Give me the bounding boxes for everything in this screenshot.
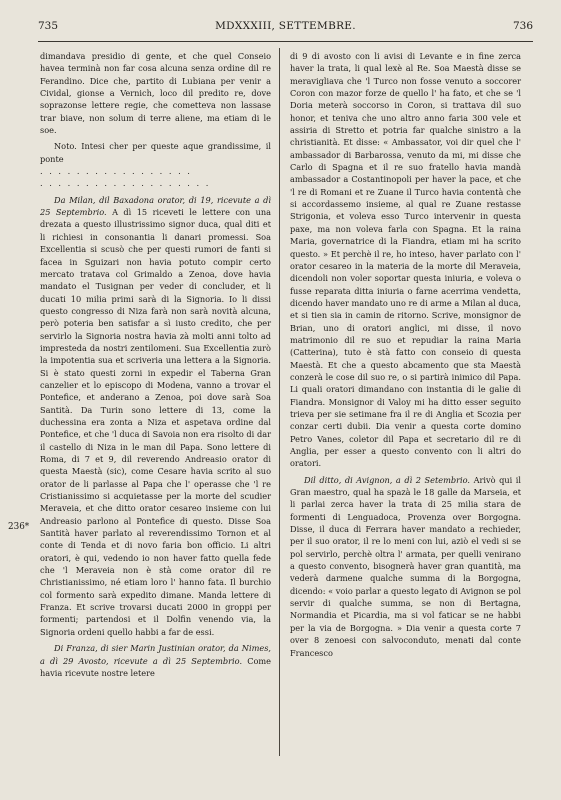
right-column: [290, 50, 521, 659]
column-divider: [279, 48, 280, 756]
letter-entry-milan: [40, 194, 271, 638]
entry-body: A dì 15 riceveti le lettere con una drezata a questo illustrissimo signor duca, qual diti et li richiesi in consonantia li danari promessi. Soa Excellentia si scusò che per questi rumori de fanti si facea in Sguizari non havia potuto compir certo mercato tratava col Grimaldo a Zenoa, dove havia mandato el Tusignan per veder di concluder, et li ducati 10 milia primi sarà di la Signoria. Io li dissi questo congresso di Niza farà non sarà novità alcuna, però poteria ben satisfar a sì iusto credito, che per servirlo la Signoria nostra havia zà molti anni tolto ad impresteda da nostri zentilomeni. Sua Excellentia zurò la impotentia sua et scriveria una lettera a la Signoria. Si è stato questi zorni in expedir el Taberna Gran canzelier et lo episcopo di Modena, vanno a trovar el Pontefice, et anderano a Zenoa, poi dove sarà Soa Santità. Da Turin sono lettere di 13, come la duchessina era zonta a Niza et aspetava ordine dal Pontefice, et che 'l duca di Savoia non era risolto di dar il castello di Niza in le man dil Papa. Sono lettere di Roma, di 7 et 9, dil reverendo Andreasio orator di questa Maestà (sic), come Cesare havia scrito al suo orator de li parlasse al Papa che l' operasse che 'l re Cristianissimo si acquietasse per la morte del scudier Meraveia, et che ditto orator cesareo insieme con lui Andreasio parlono al Pontefice di questo. Disse Soa Santità haver parlato al reverendissimo Tornon et al conte di Tenda et di novo faria bon officio. Li altri oratori, è qui, vedendo io non haver fatto quella fede che 'l Meraveia non è stà come orator dil re Christianissimo, né etiam loro l' hanno fata. Il burchio col formento sarà expedito dimane. Manda lettere di Franza. Et scrive trovarsi ducati 2000 in groppi per formenti; partendosi et il Dolfin venendo via, la Signoria ordeni quello habbi a far de essi.: [40, 207, 272, 637]
entry-body: Arivò qui il Gran maestro, qual ha spazà le 18 galle da Marseia, et li parlai zerca haver la trata di 25 milia stara de formenti di Lenguadoca, Provenza over Borgogna. Disse, il duca di Ferrara haver mandato a rechieder, per il suo orator, il re lo meni con lui, aziò el vedi si se pol servirlo, perchè oltra l' armata, per quelli venirano a questo convento, bisognerà haver gran quantità, ma vederà darmene qualche summa di la Borgogna, dicendo: « voio parlar a questo legato di Avignon se pol servir di qualche summa, se non di Bertagna, Normandia et Picardia, ma si vol faticar se ne habbi per la via de Borgogna. » Dia venir a questa corte 7 over 8 zenoesi con salvoconduto, menati dal conte Francesco: [290, 474, 522, 658]
letter-entry-franza: [40, 642, 271, 679]
running-header: [38, 20, 533, 38]
paragraph: di 9 di avosto con li avisi di Levante e in fine zerca haver la trata, li qual lexè al Re. Soa Maestà disse se meravigliava che 'l Turco non fosse venuto a soccorer Coron con mazor forze de quello l' ha fato, et che se 'l Doria meterà soccorso in Coron, si trattava dil suo honor, et teniva che uno altro anno faria 300 vele et assiria di Stretto et potria far qualche sinistro a la christianità. Et disse: « Ambassator, voi dir quel che l' ambassador di Barbarossa, venuto da mi, mi disse che Carlo di Spagna et il re suo fratello havia mandà ambassador a Costantinopoli per haver la pace, et che 'l re di Romani et re Zuane il Turco havia contentà che si accordassemo insieme, al qual re Zuane restasse Strigonia, et voleva esso Turco intervenir in questa paxe, ma non voleva farla con Spagna. Et la raina Maria, governatrice di la Fiandra, etiam mi ha scrito questo. » Et perchè il re, ho inteso, haver parlato con l' orator cesareo in la materia de la morte dil Meraveia, dicendoli non voler soportar questa iniuria, e voleva o fusse reparata ditta iniuria o farne acerrima vendetta, dicendo haver mandato uno re di arme a Milan al duca, et si tien sia in camin de ritorno. Scrive, monsignor de Brian, uno di oratori anglici, mi disse, il novo matrimonio dil re suo et repudiar la raina Maria (Catterina), tuto è stà fatto con conseio di questa Maestà. Et che a questo abcamento que sta Maestà conzerà le cose dil suo re, o si partirà inimico dil Papa. Li quali oratori dimandano con instantia di le galie di Fiandra. Monsignor di Valoy mi ha ditto esser seguito trieva per sie setimane fra il re di Anglia et Scozia per conzar certi dubii. Dia venir a questa corte domino Petro Vanes, coletor dil Papa et secretario dil re di Anglia, per esser a questo convento con li altri do oratori.: [290, 51, 521, 469]
paragraph-noto: Noto. Intesi cher per queste aque grandissime, il ponte: [40, 141, 271, 164]
margin-page-marker: 236*: [8, 522, 30, 532]
entry-heading: Da Milan, dil Baxadona orator, di 19, ricevute a dì 25 Septembrio.: [40, 194, 271, 218]
page-number-left: 735: [38, 20, 59, 32]
running-title: MDXXXIII, SETTEMBRE.: [215, 20, 356, 32]
left-column: [40, 50, 271, 679]
header-rule: [38, 41, 533, 42]
page-number-right: 736: [512, 20, 533, 32]
ellipsis-line: . . . . . . . . . . . . . . . . .: [40, 166, 192, 177]
entry-body: Come havia ricevute nostre letere: [40, 655, 271, 678]
entry-heading: Di Franza, di sier Marin Justinian orator, da Nimes, a dì 29 Avosto, ricevute a dì 25 Septembrio.: [40, 643, 271, 666]
entry-heading: Dil ditto, di Avignon, a dì 2 Setembrio.: [304, 474, 471, 485]
ellipsis-line: . . . . . . . . . . . . . . . . . . .: [40, 178, 211, 189]
letter-entry-avignon: [290, 474, 521, 659]
paragraph: dimandava presidio di gente, et che quel Conseio havea terminà non far cosa alcuna senza ordine dil re Ferandino. Dice che, partito di Lubiana per venir a Cividal, gionse a Vernich, loco dil predito re, dove soprazonse lettere regie, che cometteva non lassase trar biave, non solum di terre aliene, ma etiam di le soe.: [40, 51, 271, 136]
